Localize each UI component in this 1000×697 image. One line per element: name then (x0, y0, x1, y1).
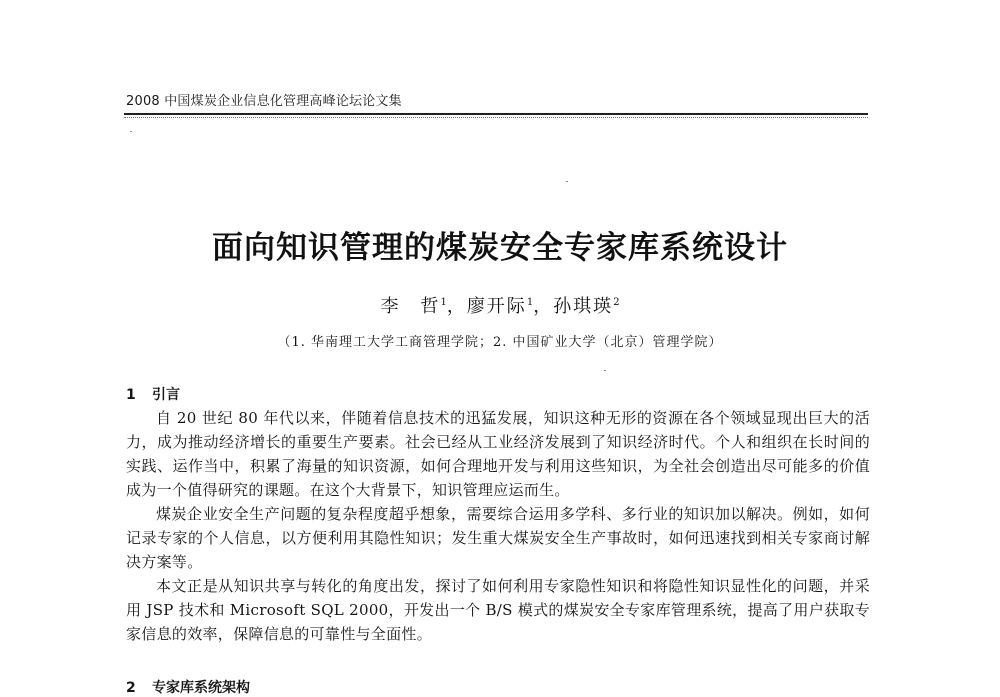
paragraph: 自 20 世纪 80 年代以来，伴随着信息技术的迅猛发展，知识这种无形的资源在各个领域显现出巨大的活力，成为推动经济增长的重要生产要素。社会已经从工业经济发展到了知识经济时代。个人和组织在长时间的实践、运作当中，积累了海量的知识资源，如何合理地开发与利用这些知识，为全社会创造出尽可能多的价值成为一个值得研究的课题。在这个大背景下，知识管理应运而生。 (126, 409, 870, 499)
section-number: 2 (126, 680, 136, 696)
scan-speck (604, 370, 606, 371)
paragraph: 本文正是从知识共享与转化的角度出发，探讨了如何利用专家隐性知识和将隐性知识显性化的问题，并采用 JSP 技术和 Microsoft SQL 2000，开发出一个 B/S 模式的煤炭安全专家库管理系统，提高了用户获取专家信息的效率，保障信息的可靠性与全面性。 (126, 577, 870, 643)
section-body (126, 406, 870, 646)
author-separator: ， (446, 296, 467, 317)
scan-speck (130, 131, 132, 132)
author-separator: ， (533, 296, 554, 317)
author-line (0, 292, 1000, 318)
section-title: 专家库系统架构 (152, 680, 250, 696)
section-number: 1 (126, 387, 136, 403)
section-heading (126, 384, 180, 404)
author-affiliation-mark: 2 (613, 297, 620, 308)
author-name: 李 哲 (380, 296, 441, 317)
author-affiliation-mark: 1 (440, 297, 447, 308)
author-name: 廖开际 (466, 296, 527, 317)
paragraph: 煤炭企业安全生产问题的复杂程度超乎想象，需要综合运用多学科、多行业的知识加以解决。例如，如何记录专家的个人信息，以方便利用其隐性知识；发生重大煤炭安全生产事故时，如何迅速找到相关专家商讨解决方案等。 (126, 505, 870, 571)
affiliation: （1. 华南理工大学工商管理学院；2. 中国矿业大学（北京）管理学院） (277, 335, 723, 350)
author-affiliation-mark: 1 (526, 297, 534, 308)
section-heading (126, 677, 250, 697)
scan-speck (566, 181, 568, 182)
section-title: 引言 (152, 387, 180, 403)
header-rule (124, 113, 868, 115)
author-name: 孙琪瑛 (553, 296, 614, 317)
header-rule-dots (124, 117, 868, 118)
running-header: 2008 中国煤炭企业信息化管理高峰论坛论文集 (126, 94, 402, 109)
paper-title: 面向知识管理的煤炭安全专家库系统设计 (212, 230, 788, 266)
